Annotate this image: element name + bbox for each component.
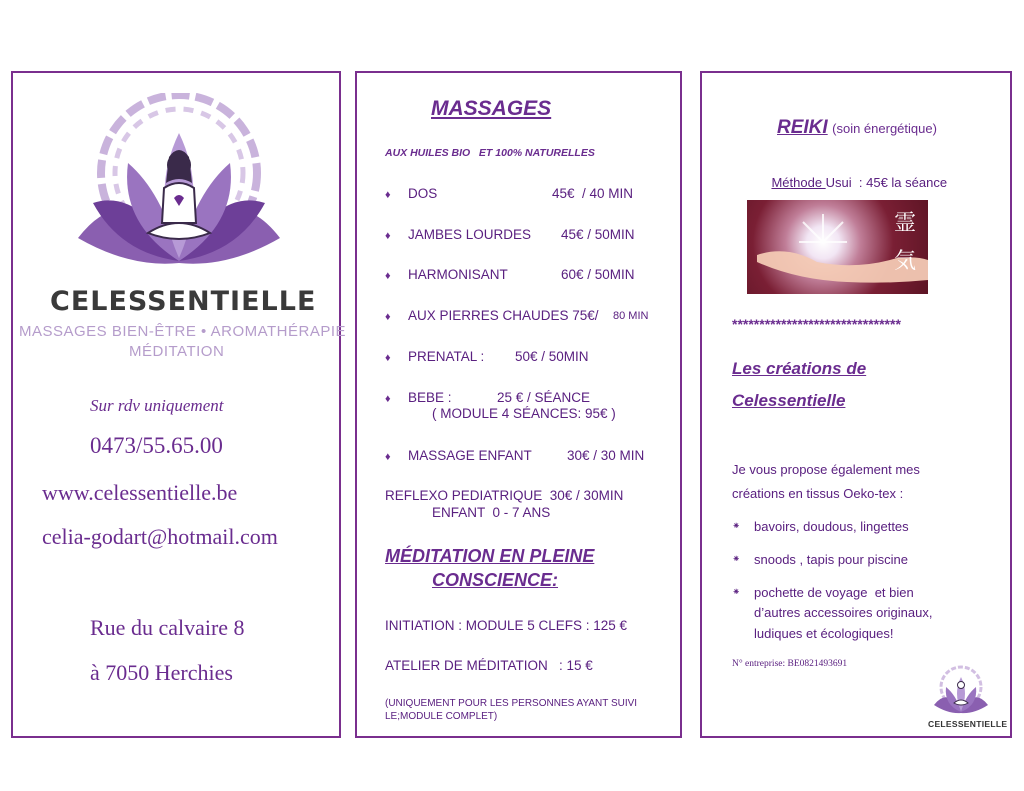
kanji-rei: 霊	[894, 211, 917, 236]
massages-title: MASSAGES	[431, 97, 552, 120]
item-enfant-price: 30€ / 30 MIN	[567, 448, 645, 463]
item-prenatal-price: 50€ / 50MIN	[515, 349, 589, 364]
method-label: Méthode	[771, 175, 826, 190]
atelier-line: ATELIER DE MÉDITATION : 15 €	[385, 658, 593, 673]
address-street: Rue du calvaire 8	[90, 615, 245, 640]
item-jambes-price: 45€ / 50MIN	[561, 227, 635, 242]
kanji-ki: 気	[894, 249, 917, 274]
creations-item-2: snoods , tapis pour piscine	[754, 552, 908, 567]
bullet-icon: ♦	[385, 352, 391, 364]
website-link[interactable]: www.celessentielle.be	[42, 480, 238, 505]
item-pierres-price: 80 MIN	[613, 310, 649, 322]
creations-title-1: Les créations de	[732, 359, 867, 378]
asterisk-bullet-icon: ⁕	[732, 587, 741, 598]
right-panel	[700, 71, 1012, 738]
mini-lotus-logo	[932, 665, 990, 715]
bullet-icon: ♦	[385, 189, 391, 201]
reflexo-line-2: ENFANT 0 - 7 ANS	[432, 505, 551, 520]
creations-item-1: bavoirs, doudous, lingettes	[754, 519, 909, 534]
reiki-method	[757, 160, 947, 205]
creations-intro-1: Je vous propose également mes	[732, 462, 920, 477]
meditation-title-2: CONSCIENCE:	[432, 570, 559, 590]
item-harmonisant-name: HARMONISANT	[408, 267, 508, 282]
item-harmonisant-price: 60€ / 50MIN	[561, 267, 635, 282]
asterisk-bullet-icon: ⁕	[732, 521, 741, 532]
reiki-title: REIKI	[777, 117, 828, 138]
bullet-icon: ♦	[385, 311, 391, 323]
reflexo-line-1: REFLEXO PEDIATRIQUE 30€ / 30MIN	[385, 488, 624, 503]
note-line-1: (UNIQUEMENT POUR LES PERSONNES AYANT SUIVI	[385, 698, 638, 709]
item-enfant-name: MASSAGE ENFANT	[408, 448, 532, 463]
creations-title-2: Celessentielle	[732, 391, 846, 410]
email-link[interactable]: celia-godart@hotmail.com	[42, 524, 278, 549]
brand-name: CELESSENTIELLE	[50, 286, 317, 317]
reiki-subtitle: (soin énergétique)	[832, 121, 937, 136]
bullet-icon: ♦	[385, 451, 391, 463]
item-bebe-price: 25 € / SÉANCE	[497, 390, 591, 405]
initiation-line: INITIATION : MODULE 5 CLEFS : 125 €	[385, 618, 628, 633]
tagline-2: MÉDITATION	[129, 343, 225, 360]
reiki-heading	[777, 117, 937, 139]
tagline-1: MASSAGES BIEN-ÊTRE • AROMATHÉRAPIE	[19, 323, 347, 340]
mini-brand-name: CELESSENTIELLE	[928, 719, 1008, 729]
lotus-logo	[68, 93, 290, 278]
reiki-image	[747, 200, 928, 294]
creations-item-3-line-1: pochette de voyage et bien	[754, 585, 914, 600]
bullet-icon: ♦	[385, 393, 391, 405]
appointment-note: Sur rdv uniquement	[90, 396, 224, 415]
address-city: à 7050 Herchies	[90, 660, 233, 685]
item-prenatal-name: PRENATAL :	[408, 349, 485, 364]
item-bebe-name: BEBE :	[408, 390, 452, 405]
method-rest: Usui : 45€ la séance	[825, 175, 948, 190]
left-panel	[11, 71, 347, 738]
item-dos-name: DOS	[408, 186, 438, 201]
item-dos-price: 45€ / 40 MIN	[552, 186, 634, 201]
star-divider: *******************************	[732, 316, 901, 332]
note-line-2: LE;MODULE COMPLET)	[385, 711, 498, 722]
enterprise-number: N° entreprise: BE0821493691	[732, 659, 848, 669]
item-pierres-name: AUX PIERRES CHAUDES 75€/	[408, 308, 599, 323]
asterisk-bullet-icon: ⁕	[732, 554, 741, 565]
item-bebe-module: ( MODULE 4 SÉANCES: 95€ )	[432, 406, 616, 421]
item-jambes-name: JAMBES LOURDES	[408, 227, 532, 242]
creations-item-3-line-3: ludiques et écologiques!	[754, 626, 894, 641]
bullet-icon: ♦	[385, 270, 391, 282]
middle-panel	[355, 71, 682, 738]
creations-item-3-line-2: d’autres accessoires originaux,	[754, 605, 933, 620]
bullet-icon: ♦	[385, 230, 391, 242]
phone-number[interactable]: 0473/55.65.00	[90, 433, 223, 458]
meditation-title-1: MÉDITATION EN PLEINE	[385, 546, 595, 566]
creations-intro-2: créations en tissus Oeko-tex :	[732, 486, 904, 501]
massages-subtitle: AUX HUILES BIO ET 100% NATURELLES	[385, 147, 595, 159]
